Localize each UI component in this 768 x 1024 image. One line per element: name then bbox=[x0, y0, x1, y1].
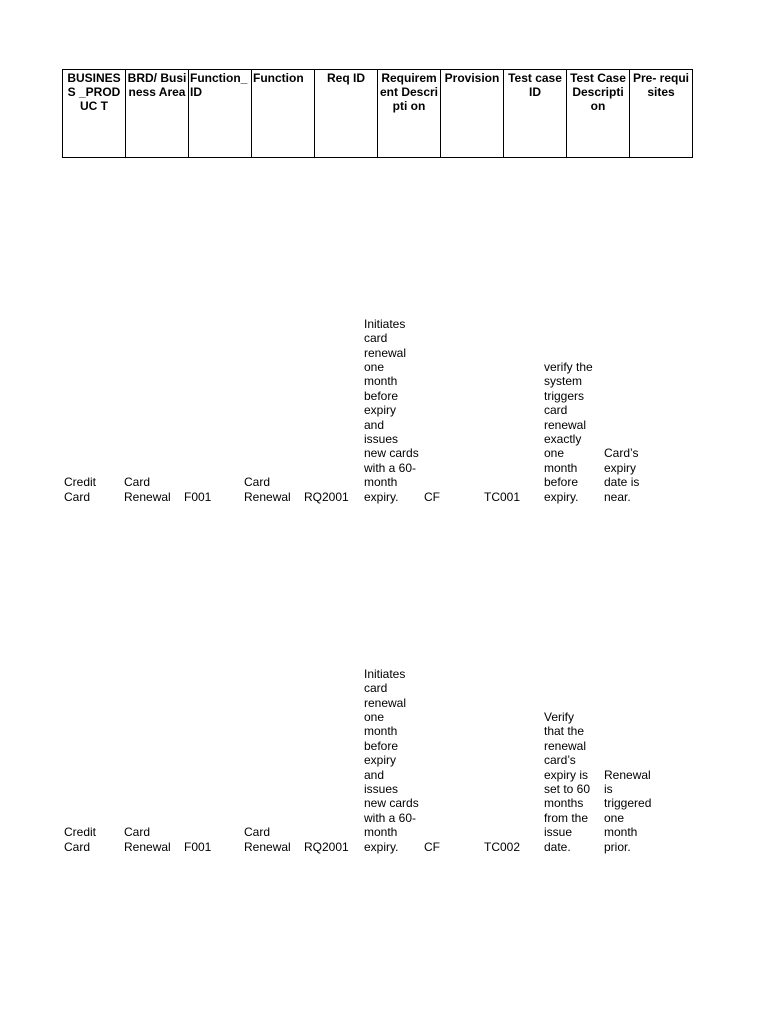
cell-test-case-id[interactable]: TC002 bbox=[484, 839, 521, 854]
header-req-id[interactable]: Req ID bbox=[315, 70, 378, 158]
cell-business-product[interactable]: Credit Card bbox=[64, 475, 97, 504]
cell-test-case-id[interactable]: TC001 bbox=[484, 489, 521, 504]
cell-function[interactable]: Card Renewal bbox=[244, 475, 291, 504]
header-business-product[interactable]: BUSINESS _PRODUC T bbox=[63, 70, 126, 158]
cell-prerequisites[interactable]: Renewal is triggered one month prior. bbox=[604, 767, 652, 854]
header-requirement-description[interactable]: Requirem ent Descripti on bbox=[378, 70, 441, 158]
header-test-case-description[interactable]: Test Case Descripti on bbox=[567, 70, 630, 158]
cell-function[interactable]: Card Renewal bbox=[244, 825, 291, 854]
header-table bbox=[62, 69, 693, 158]
table-row bbox=[62, 660, 664, 854]
cell-prerequisites[interactable]: Card’s expiry date is near. bbox=[604, 446, 640, 504]
cell-requirement-description[interactable]: Initiates card renewal one month before expiry and issues new cards with a 60- month expiry. bbox=[364, 666, 419, 854]
cell-provision[interactable]: CF bbox=[424, 489, 440, 504]
cell-business-area[interactable]: Card Renewal bbox=[124, 475, 171, 504]
header-function-id[interactable]: Function_ ID bbox=[189, 70, 252, 158]
cell-test-case-description[interactable]: verify the system triggers card renewal exactly one month before expiry. bbox=[544, 359, 593, 504]
header-prerequisites[interactable]: Pre- requisites bbox=[630, 70, 693, 158]
cell-function-id[interactable]: F001 bbox=[184, 489, 212, 504]
header-row bbox=[63, 70, 693, 158]
cell-function-id[interactable]: F001 bbox=[184, 839, 212, 854]
cell-requirement-description[interactable]: Initiates card renewal one month before expiry and issues new cards with a 60- month expiry. bbox=[364, 316, 419, 504]
cell-business-area[interactable]: Card Renewal bbox=[124, 825, 171, 854]
header-function[interactable]: Function bbox=[252, 70, 315, 158]
header-test-case-id[interactable]: Test case ID bbox=[504, 70, 567, 158]
cell-business-product[interactable]: Credit Card bbox=[64, 825, 97, 854]
cell-test-case-description[interactable]: Verify that the renewal card’s expiry is set to 60 months from the issue date. bbox=[544, 709, 591, 854]
cell-req-id[interactable]: RQ2001 bbox=[304, 839, 349, 854]
cell-req-id[interactable]: RQ2001 bbox=[304, 489, 349, 504]
header-provision[interactable]: Provision bbox=[441, 70, 504, 158]
header-business-area[interactable]: BRD/ Business Area bbox=[126, 70, 189, 158]
table-row bbox=[62, 310, 664, 504]
cell-provision[interactable]: CF bbox=[424, 839, 440, 854]
